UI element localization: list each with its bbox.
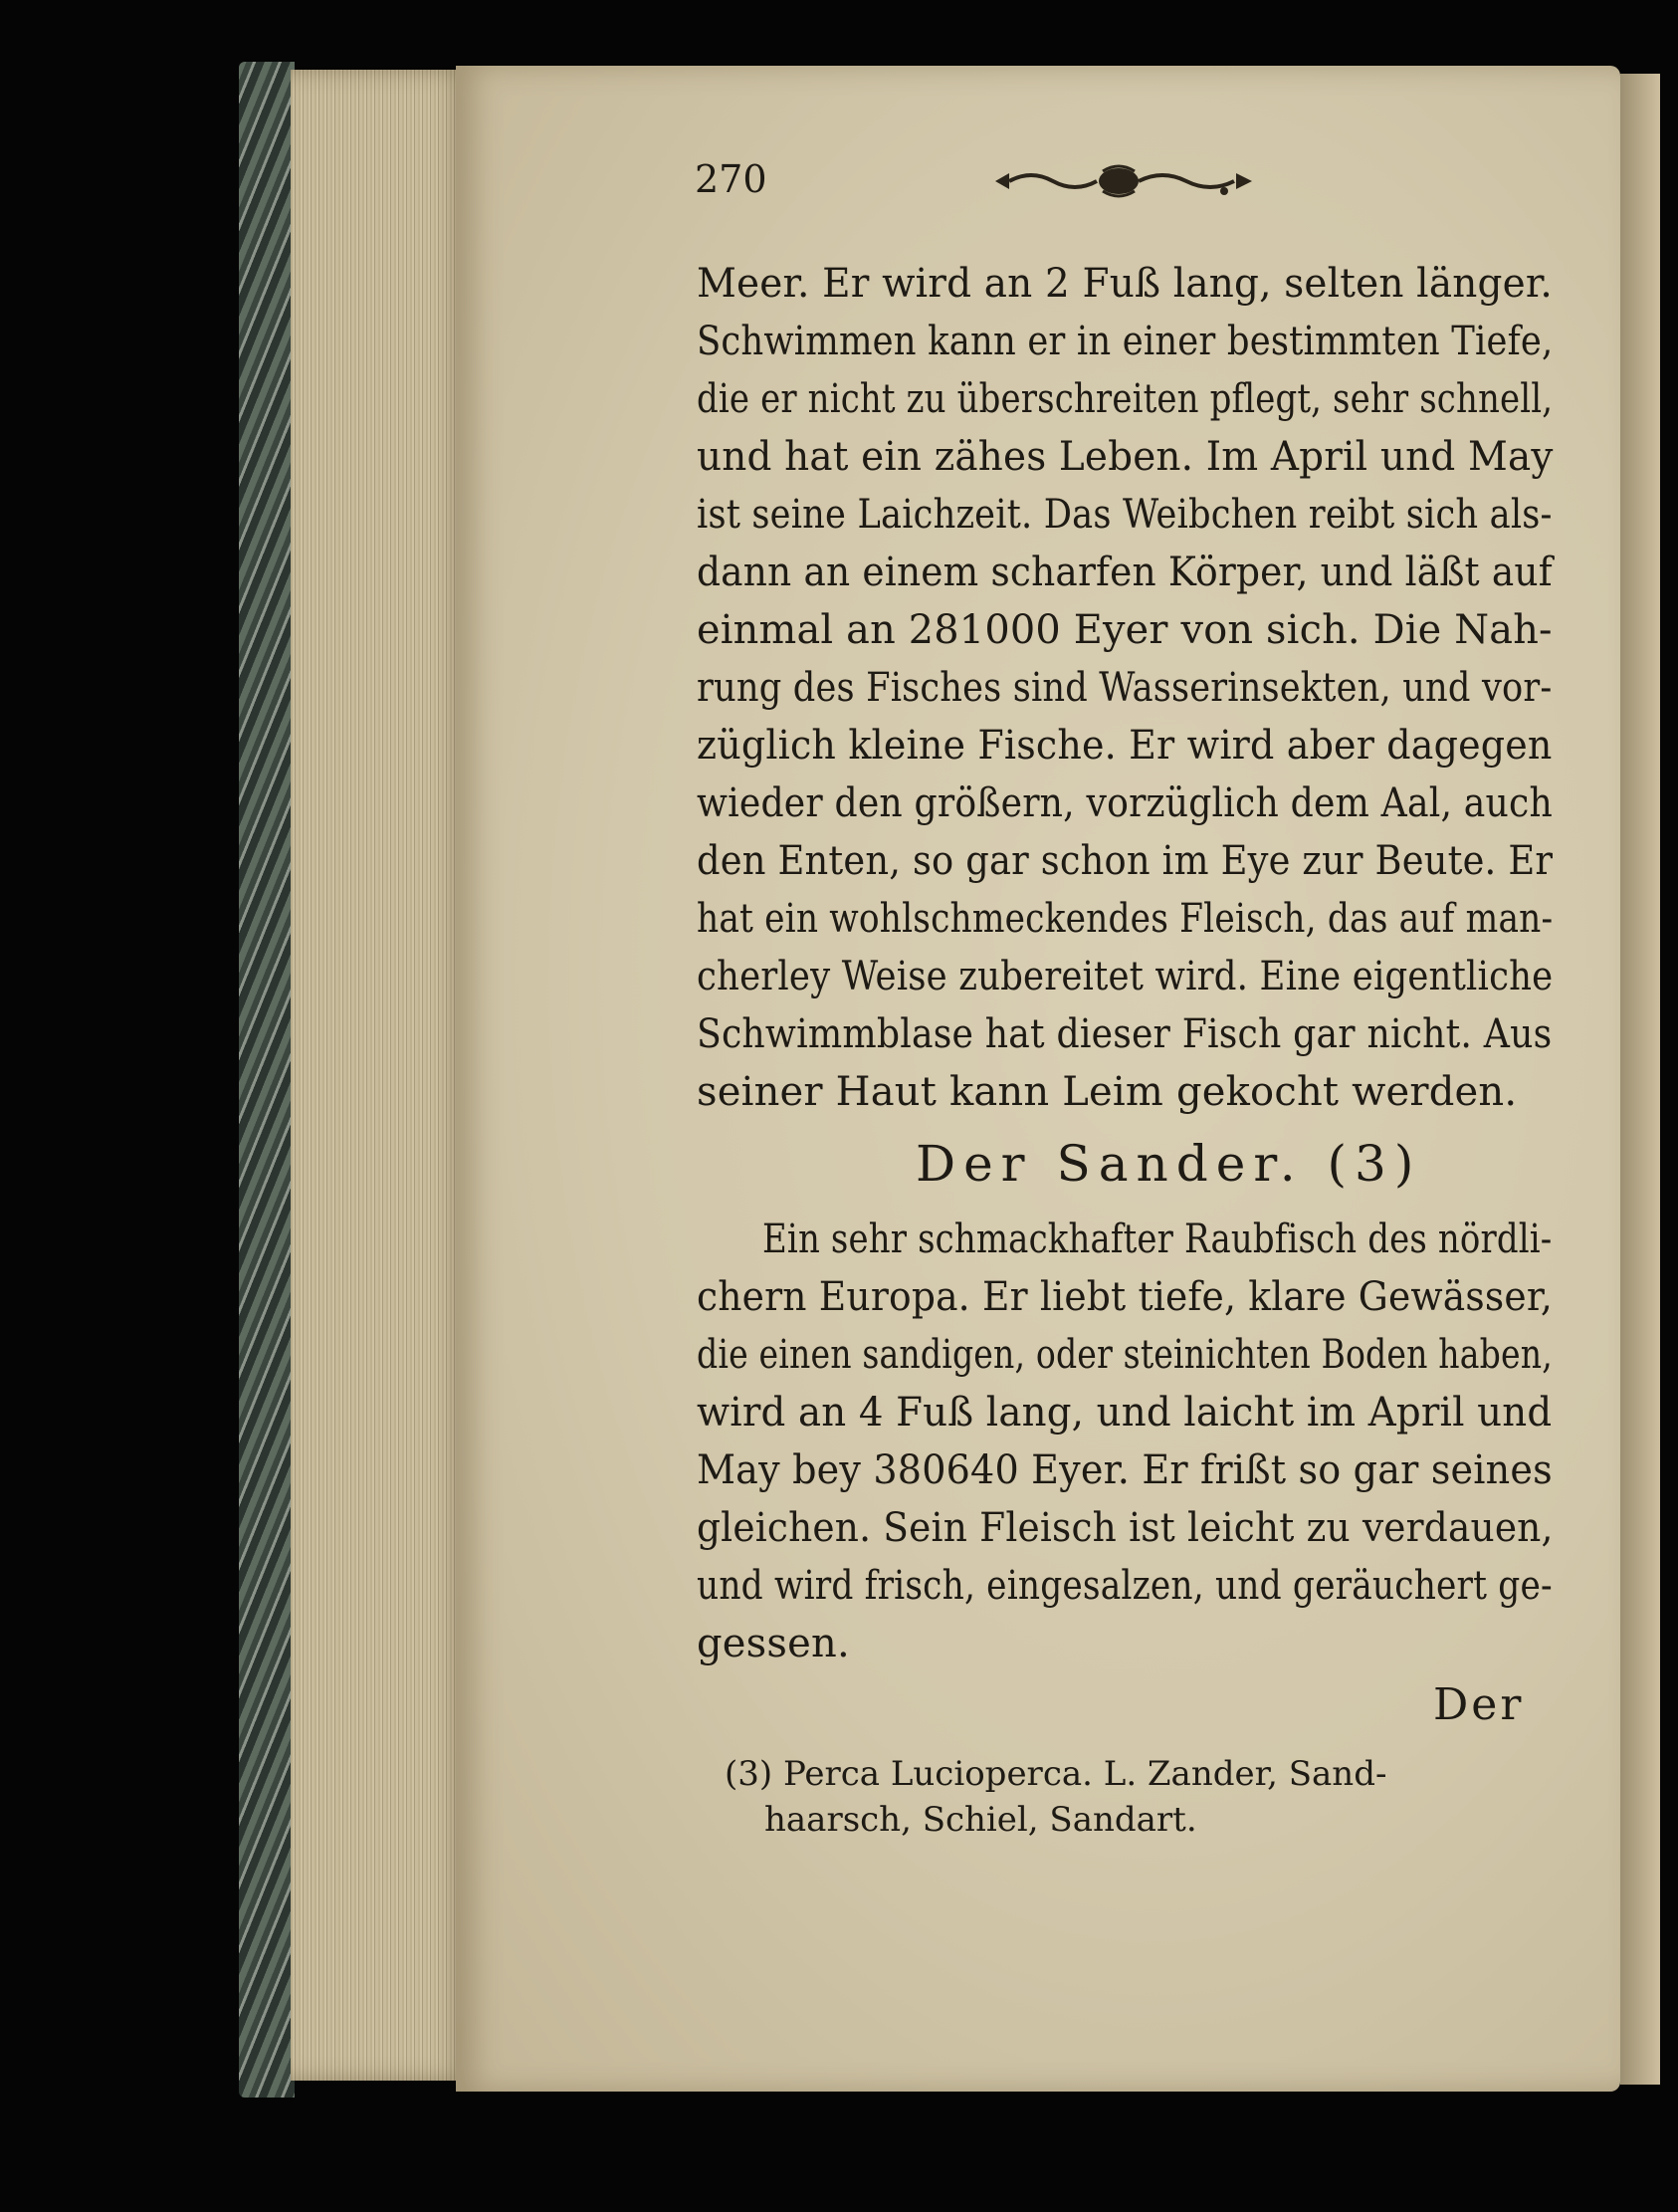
text-line: Schwimmblase hat dieser Fisch gar nicht. Aus: [697, 1011, 1553, 1057]
text-line: Schwimmen kann er in einer bestimmten Tiefe,: [697, 319, 1554, 364]
text-line: seiner Haut kann Leim gekocht werden.: [697, 1069, 1518, 1115]
next-page-edge: [1620, 74, 1660, 2085]
page-number: 270: [695, 157, 767, 201]
section-heading: Der Sander. (3): [916, 1135, 1422, 1193]
text-line: ist seine Laichzeit. Das Weibchen reibt sich als-: [697, 492, 1553, 538]
text-line: die er nicht zu überschreiten pflegt, sehr schnell,: [697, 376, 1554, 422]
text-line: die einen sandigen, oder steinichten Boden haben,: [697, 1332, 1553, 1378]
text-line: gessen.: [697, 1621, 850, 1666]
text-line: Ein sehr schmackhafter Raubfisch des nördli-: [762, 1217, 1553, 1262]
text-line: gleichen. Sein Fleisch ist leicht zu verdauen,: [697, 1505, 1554, 1551]
text-line: hat ein wohlschmeckendes Fleisch, das auf man-: [697, 896, 1554, 942]
catchword: Der: [1433, 1679, 1525, 1730]
page-edges: [291, 70, 470, 2081]
text-line: dann an einem scharfen Körper, und läßt auf: [697, 550, 1553, 595]
text-line: chern Europa. Er liebt tiefe, klare Gewässer,: [697, 1274, 1553, 1320]
marbled-book-edge: [239, 62, 295, 2098]
text-line: züglich kleine Fische. Er wird aber dagegen: [697, 723, 1553, 769]
text-line: Meer. Er wird an 2 Fuß lang, selten länger.: [697, 261, 1553, 307]
text-line: cherley Weise zubereitet wird. Eine eigentliche: [697, 954, 1554, 999]
text-line: wieder den größern, vorzüglich dem Aal, auch: [697, 780, 1553, 826]
text-line: einmal an 281000 Eyer von sich. Die Nah-: [697, 607, 1553, 653]
text-line: den Enten, so gar schon im Eye zur Beute. Er: [697, 838, 1554, 884]
footnote-line: haarsch, Schiel, Sandart.: [764, 1800, 1197, 1840]
footnote-line: (3) Perca Lucioperca. L. Zander, Sand-: [725, 1754, 1387, 1794]
text-line: May bey 380640 Eyer. Er frißt so gar seines: [697, 1447, 1553, 1493]
text-line: und wird frisch, eingesalzen, und geräuchert ge-: [697, 1563, 1553, 1609]
decorative-vignette-icon: [991, 163, 1256, 199]
text-line: rung des Fisches sind Wasserinsekten, und vor-: [697, 665, 1553, 711]
text-line: wird an 4 Fuß lang, und laicht im April und: [697, 1390, 1553, 1436]
text-line: und hat ein zähes Leben. Im April und May: [697, 434, 1554, 480]
